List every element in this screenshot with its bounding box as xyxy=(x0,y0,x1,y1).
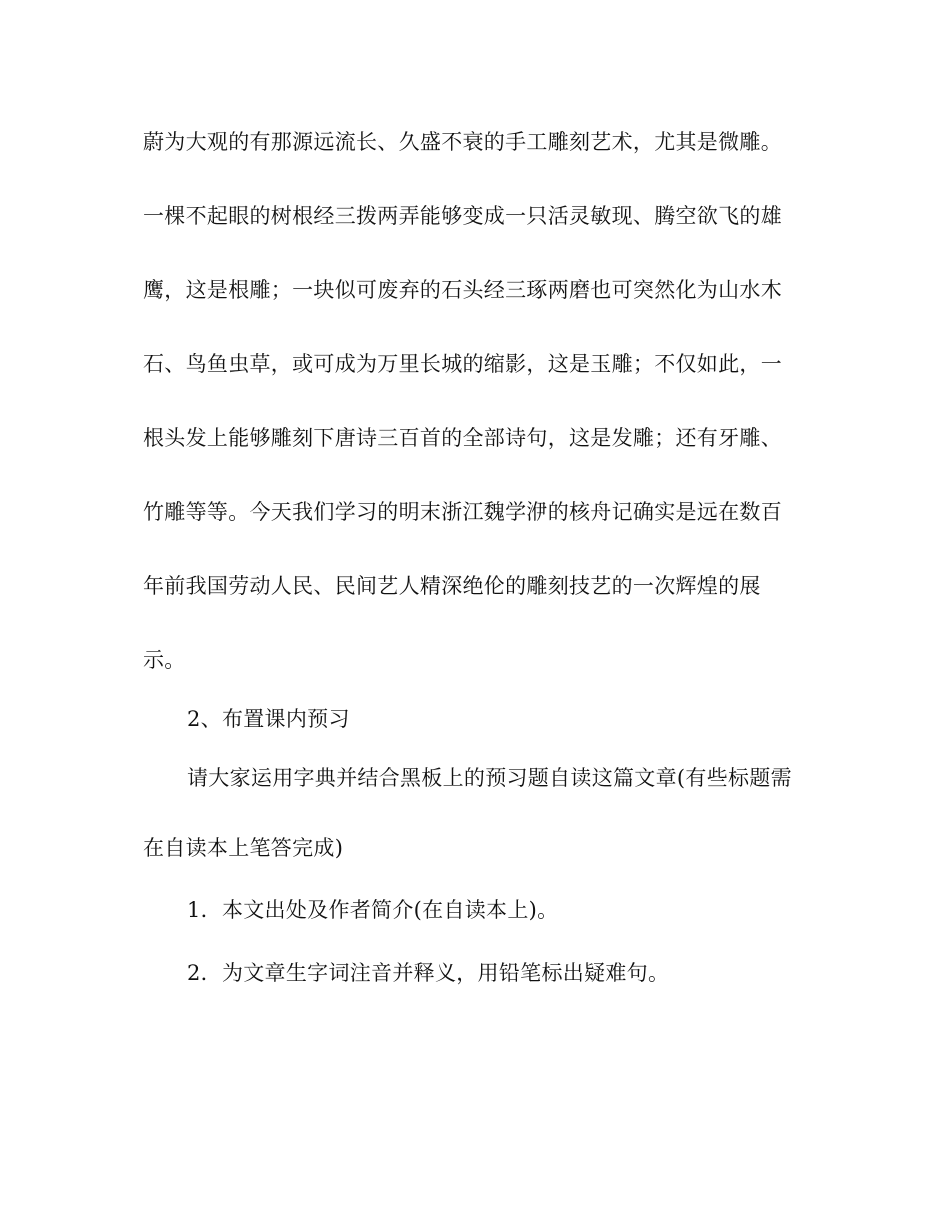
body-text-line: 竹雕等等。今天我们学习的明末浙江魏学洢的核舟记确实是远在数百 xyxy=(143,500,782,524)
body-text-line: 一棵不起眼的树根经三拨两弄能够变成一只活灵敏现、腾空欲飞的雄 xyxy=(143,204,782,228)
list-item: 1．本文出处及作者简介(在自读本上)。 xyxy=(187,898,559,922)
body-text-line: 蔚为大观的有那源远流长、久盛不衰的手工雕刻艺术，尤其是微雕。 xyxy=(143,130,782,154)
body-text-line: 请大家运用字典并结合黑板上的预习题自读这篇文章(有些标题需 xyxy=(187,766,792,790)
body-text-line: 石、鸟鱼虫草，或可成为万里长城的缩影，这是玉雕；不仅如此，一 xyxy=(143,352,782,376)
list-item: 2．为文章生字词注音并释义，用铅笔标出疑难句。 xyxy=(187,961,670,985)
body-text-line: 在自读本上笔答完成) xyxy=(143,836,344,860)
body-text-line: 根头发上能够雕刻下唐诗三百首的全部诗句，这是发雕；还有牙雕、 xyxy=(143,426,782,450)
body-text-line: 年前我国劳动人民、民间艺人精深绝伦的雕刻技艺的一次辉煌的展 xyxy=(143,574,761,598)
body-text-line: 示。 xyxy=(143,648,186,672)
body-text-line: 鹰，这是根雕；一块似可废弃的石头经三琢两磨也可突然化为山水木 xyxy=(143,278,782,302)
section-heading: 2、布置课内预习 xyxy=(187,707,350,731)
